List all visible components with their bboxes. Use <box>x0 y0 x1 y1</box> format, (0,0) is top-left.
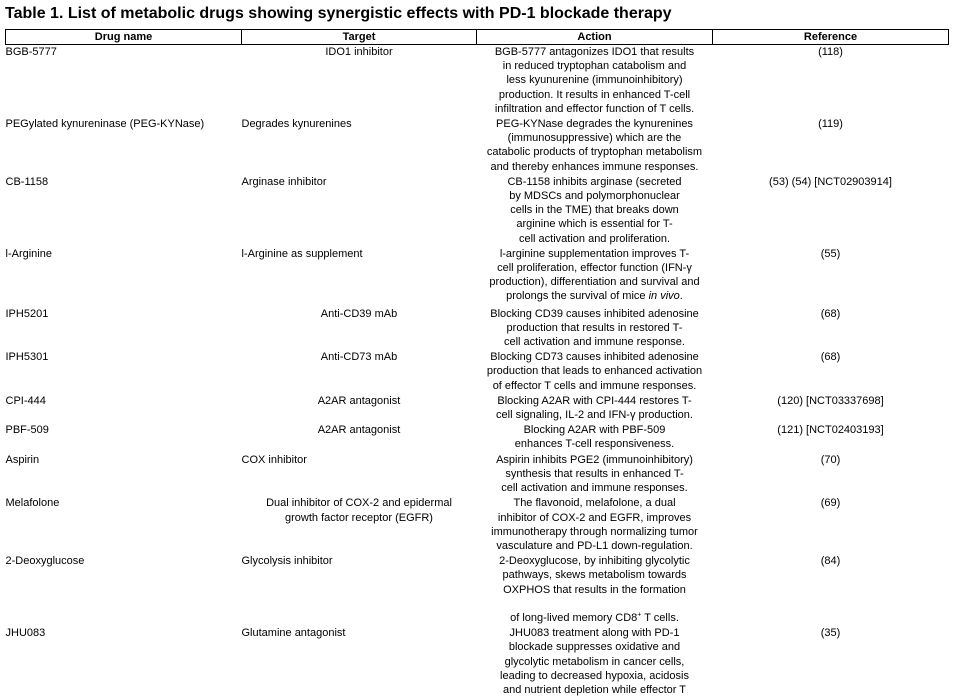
cell-reference: (121) [NCT02403193] <box>713 422 949 451</box>
cell-target: l-Arginine as supplement <box>242 246 477 304</box>
table-row <box>6 349 949 393</box>
action-line: cell activation and immune responses. <box>477 481 713 495</box>
action-line: by MDSCs and polymorphonuclear <box>477 189 713 203</box>
cell-reference: (35) <box>713 625 949 697</box>
table-row <box>6 246 949 304</box>
cell-target: Anti-CD73 mAb <box>242 349 477 393</box>
action-line: Aspirin inhibits PGE2 (immunoinhibitory) <box>477 453 713 467</box>
cell-reference: (70) <box>713 452 949 496</box>
cell-reference: (53) (54) [NCT02903914] <box>713 174 949 246</box>
table-body <box>6 45 949 697</box>
cell-reference: (69) <box>713 495 949 553</box>
action-line: BGB-5777 antagonizes IDO1 that results <box>477 45 713 59</box>
action-line: Blocking A2AR with CPI-444 restores T- <box>477 394 713 408</box>
cell-action <box>477 495 713 553</box>
cell-action <box>477 304 713 350</box>
action-line: in reduced tryptophan catabolism and <box>477 59 713 73</box>
cell-target: A2AR antagonist <box>242 422 477 451</box>
cell-target: Arginase inhibitor <box>242 174 477 246</box>
superscript: + <box>637 611 641 618</box>
action-line: production that results in restored T- <box>477 321 713 335</box>
table-row <box>6 553 949 625</box>
action-line: cell activation and immune response. <box>477 335 713 349</box>
target-line: Dual inhibitor of COX-2 and epidermal <box>242 496 477 510</box>
document-page <box>5 4 948 697</box>
cell-drug-name: PBF-509 <box>6 422 242 451</box>
action-line: Blocking CD39 causes inhibited adenosine <box>477 307 713 321</box>
action-line: cell activation and proliferation. <box>477 232 713 246</box>
action-line: production that leads to enhanced activation <box>477 364 713 378</box>
header-reference: Reference <box>713 30 949 45</box>
header-target: Target <box>242 30 477 45</box>
action-line: CB-1158 inhibits arginase (secreted <box>477 175 713 189</box>
action-line: 2-Deoxyglucose, by inhibiting glycolytic <box>477 554 713 568</box>
cell-action <box>477 45 713 117</box>
action-line: of long-lived memory CD8+ T cells. <box>477 611 713 625</box>
action-line: pathways, skews metabolism towards <box>477 568 713 582</box>
cell-action <box>477 452 713 496</box>
target-line: growth factor receptor (EGFR) <box>242 511 477 525</box>
cell-drug-name: PEGylated kynureninase (PEG-KYNase) <box>6 116 242 174</box>
cell-target: Degrades kynurenines <box>242 116 477 174</box>
action-line: infiltration and effector function of T cells. <box>477 102 713 116</box>
table-row <box>6 304 949 350</box>
cell-action <box>477 625 713 697</box>
action-line: of effector T cells and immune responses. <box>477 379 713 393</box>
cell-target: Anti-CD39 mAb <box>242 304 477 350</box>
header-action: Action <box>477 30 713 45</box>
metabolic-drugs-table <box>5 29 949 697</box>
cell-drug-name: IPH5301 <box>6 349 242 393</box>
cell-target: IDO1 inhibitor <box>242 45 477 117</box>
cell-action <box>477 116 713 174</box>
action-line: and thereby enhances immune responses. <box>477 160 713 174</box>
cell-reference: (68) <box>713 304 949 350</box>
table-row <box>6 452 949 496</box>
action-line: OXPHOS that results in the formation <box>477 583 713 597</box>
action-line <box>477 597 713 611</box>
table-row <box>6 422 949 451</box>
action-line: immunotherapy through normalizing tumor <box>477 525 713 539</box>
cell-target <box>242 495 477 553</box>
cell-drug-name: CPI-444 <box>6 393 242 422</box>
action-line: catabolic products of tryptophan metabolism <box>477 145 713 159</box>
table-row <box>6 495 949 553</box>
cell-reference: (55) <box>713 246 949 304</box>
cell-reference: (120) [NCT03337698] <box>713 393 949 422</box>
italic-term: in vivo <box>649 290 680 302</box>
action-line: less kyunurenine (immunoinhibitory) <box>477 73 713 87</box>
action-line: production. It results in enhanced T-cell <box>477 88 713 102</box>
action-line: cells in the TME) that breaks down <box>477 203 713 217</box>
cell-drug-name: BGB-5777 <box>6 45 242 117</box>
cell-target: A2AR antagonist <box>242 393 477 422</box>
action-line: prolongs the survival of mice in vivo. <box>477 289 713 303</box>
cell-action <box>477 422 713 451</box>
table-row <box>6 174 949 246</box>
action-line: (immunosuppressive) which are the <box>477 131 713 145</box>
table-row <box>6 116 949 174</box>
action-line: inhibitor of COX-2 and EGFR, improves <box>477 511 713 525</box>
cell-reference: (68) <box>713 349 949 393</box>
cell-action <box>477 174 713 246</box>
action-line: The flavonoid, melafolone, a dual <box>477 496 713 510</box>
cell-target: Glycolysis inhibitor <box>242 553 477 625</box>
action-line: JHU083 treatment along with PD-1 <box>477 626 713 640</box>
action-line: synthesis that results in enhanced T- <box>477 467 713 481</box>
header-drug-name: Drug name <box>6 30 242 45</box>
cell-reference: (118) <box>713 45 949 117</box>
action-line: l-arginine supplementation improves T- <box>477 247 713 261</box>
action-line: Blocking A2AR with PBF-509 <box>477 423 713 437</box>
action-line: blockade suppresses oxidative and <box>477 640 713 654</box>
cell-target: Glutamine antagonist <box>242 625 477 697</box>
table-header-row <box>6 30 949 45</box>
cell-action <box>477 393 713 422</box>
cell-drug-name: CB-1158 <box>6 174 242 246</box>
table-row <box>6 393 949 422</box>
action-line: and nutrient depletion while effector T <box>477 683 713 697</box>
cell-action <box>477 246 713 304</box>
action-line: arginine which is essential for T- <box>477 217 713 231</box>
table-row <box>6 625 949 697</box>
cell-drug-name: IPH5201 <box>6 304 242 350</box>
cell-action <box>477 349 713 393</box>
action-line: production), differentiation and survival and <box>477 275 713 289</box>
cell-drug-name: Melafolone <box>6 495 242 553</box>
cell-drug-name: 2-Deoxyglucose <box>6 553 242 625</box>
action-line: cell proliferation, effector function (IFN-γ <box>477 261 713 275</box>
cell-drug-name: Aspirin <box>6 452 242 496</box>
action-line: Blocking CD73 causes inhibited adenosine <box>477 350 713 364</box>
cell-action <box>477 553 713 625</box>
action-line: vasculature and PD-L1 down-regulation. <box>477 539 713 553</box>
cell-reference: (119) <box>713 116 949 174</box>
action-line: leading to decreased hypoxia, acidosis <box>477 669 713 683</box>
cell-drug-name: l-Arginine <box>6 246 242 304</box>
cell-drug-name: JHU083 <box>6 625 242 697</box>
action-line: enhances T-cell responsiveness. <box>477 437 713 451</box>
action-line: PEG-KYNase degrades the kynurenines <box>477 117 713 131</box>
action-line: cell signaling, IL-2 and IFN-γ production. <box>477 408 713 422</box>
action-line: glycolytic metabolism in cancer cells, <box>477 655 713 669</box>
cell-reference: (84) <box>713 553 949 625</box>
table-title: Table 1. List of metabolic drugs showing synergistic effects with PD-1 blockade therapy <box>5 4 948 24</box>
cell-target: COX inhibitor <box>242 452 477 496</box>
table-row <box>6 45 949 117</box>
